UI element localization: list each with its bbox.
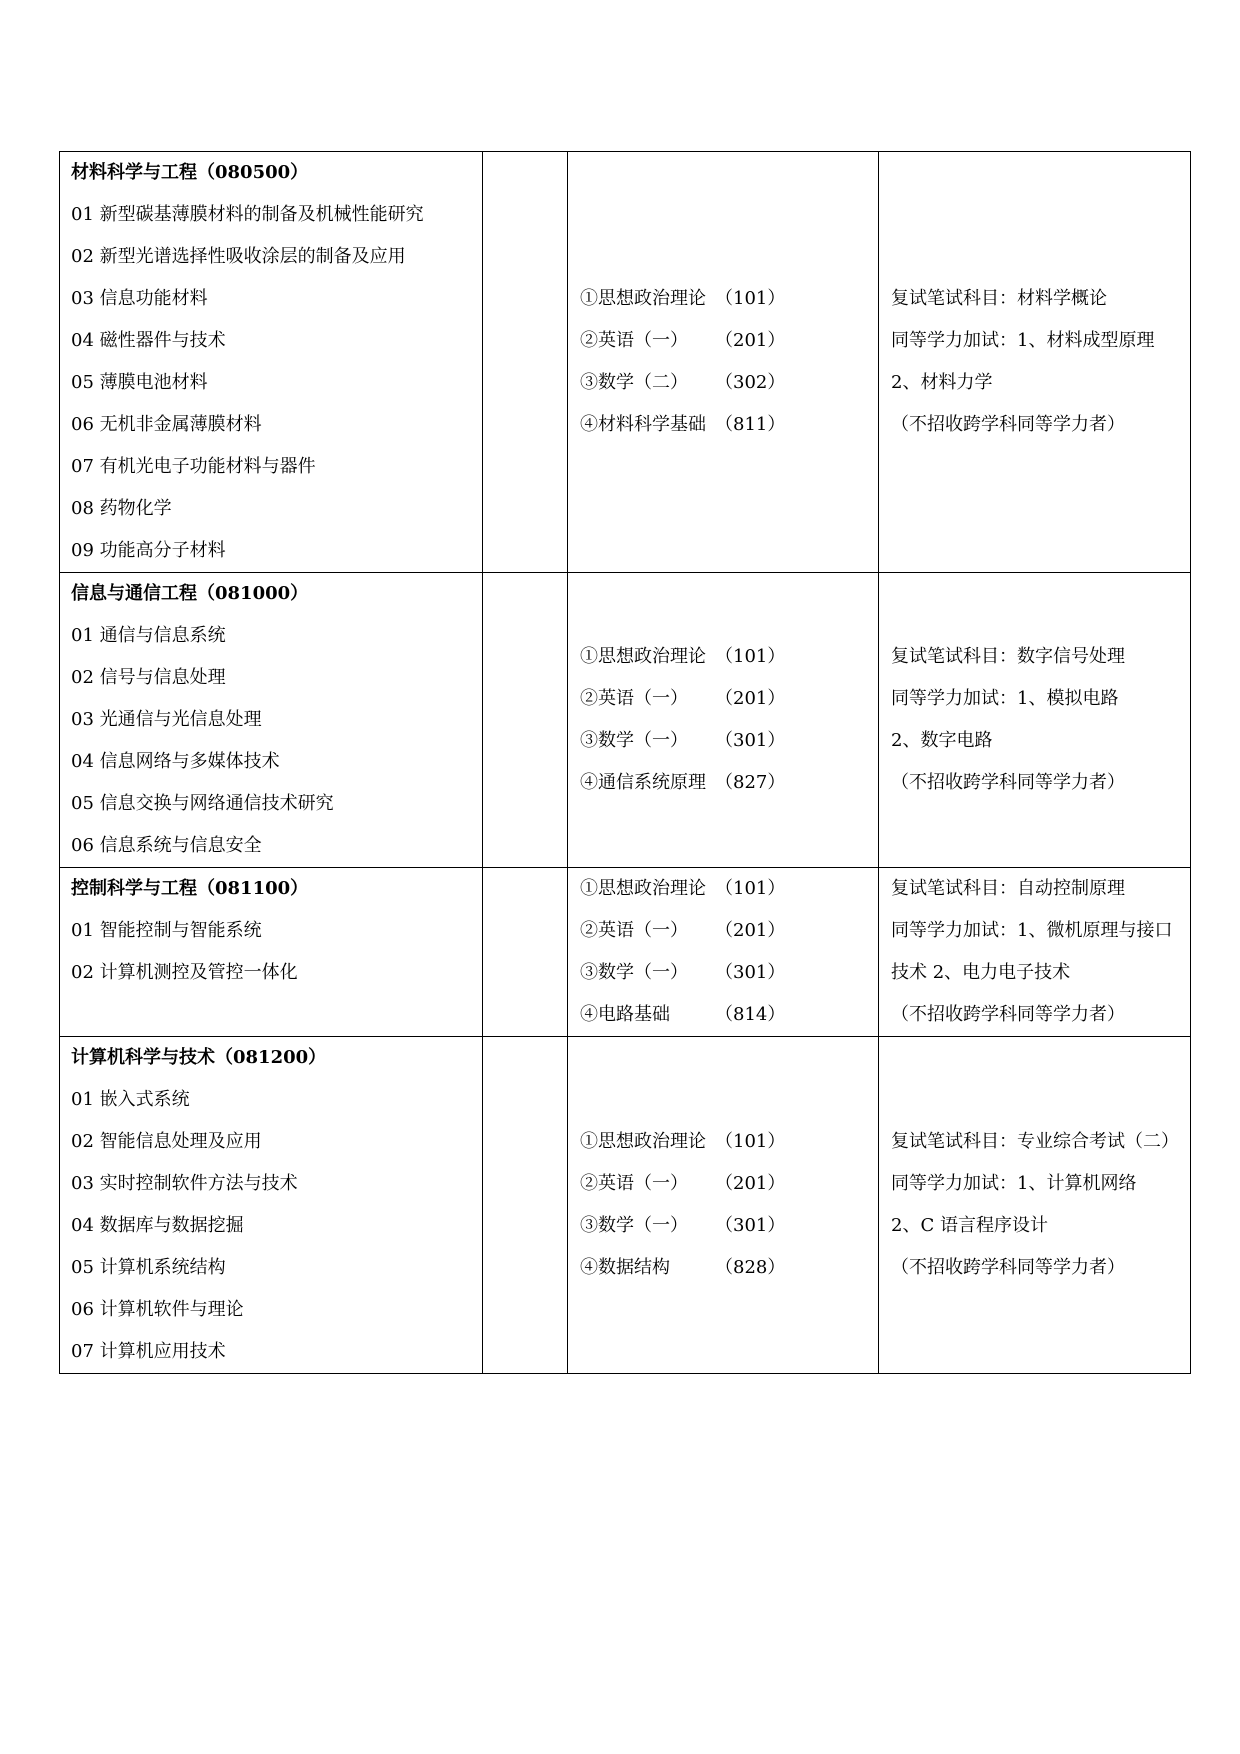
note-line: 复试笔试科目：材料学概论 — [891, 288, 1107, 309]
subject-name: ③数学（一） — [580, 1215, 688, 1236]
exam-subject — [568, 1121, 878, 1163]
exam-subject — [568, 362, 878, 404]
subject-code: （101） — [715, 878, 786, 899]
direction-item: 03 光通信与光信息处理 — [71, 709, 262, 730]
direction-item: 02 信号与信息处理 — [71, 667, 226, 688]
exam-subject — [568, 762, 878, 804]
major-cell — [60, 152, 483, 573]
major-title: 控制科学与工程（081100） — [71, 878, 309, 899]
major-cell — [60, 868, 483, 1037]
subject-code: （201） — [715, 330, 786, 351]
note-line: （不招收跨学科同等学力者） — [891, 414, 1125, 435]
direction-item: 01 新型碳基薄膜材料的制备及机械性能研究 — [71, 204, 424, 225]
table-row — [60, 1037, 1191, 1374]
direction-item: 02 智能信息处理及应用 — [71, 1131, 262, 1152]
note-line: 2、C 语言程序设计 — [891, 1215, 1048, 1236]
major-cell — [60, 573, 483, 868]
exam-subject — [568, 720, 878, 762]
exam-subjects-cell — [568, 1037, 879, 1374]
subject-code: （811） — [715, 414, 786, 435]
major-title: 材料科学与工程（080500） — [71, 162, 309, 183]
direction-item: 01 嵌入式系统 — [71, 1089, 190, 1110]
table-row — [60, 868, 1191, 1037]
exam-subject — [568, 1247, 878, 1289]
direction-item: 03 实时控制软件方法与技术 — [71, 1173, 298, 1194]
direction-item: 02 新型光谱选择性吸收涂层的制备及应用 — [71, 246, 406, 267]
subject-code: （201） — [715, 688, 786, 709]
notes-cell — [879, 152, 1191, 573]
direction-item: 01 智能控制与智能系统 — [71, 920, 262, 941]
exam-subject — [568, 278, 878, 320]
notes-cell — [879, 573, 1191, 868]
exam-subjects-cell — [568, 868, 879, 1037]
programs-table — [59, 151, 1191, 1374]
empty-cell — [483, 1037, 568, 1374]
subject-name: ③数学（一） — [580, 962, 688, 983]
subject-code: （301） — [715, 962, 786, 983]
notes-cell — [879, 1037, 1191, 1374]
exam-subject — [568, 910, 878, 952]
major-cell — [60, 1037, 483, 1374]
subject-name: ④材料科学基础 — [580, 414, 706, 435]
exam-subject — [568, 404, 878, 446]
notes-cell — [879, 868, 1191, 1037]
direction-item: 06 计算机软件与理论 — [71, 1299, 244, 1320]
exam-subject — [568, 1205, 878, 1247]
note-line: （不招收跨学科同等学力者） — [891, 1004, 1125, 1025]
subject-name: ②英语（一） — [580, 688, 688, 709]
note-line: 技术 2、电力电子技术 — [891, 962, 1071, 983]
exam-subject — [568, 1163, 878, 1205]
exam-subject — [568, 868, 878, 910]
note-line: 同等学力加试：1、材料成型原理 — [891, 330, 1155, 351]
direction-item: 03 信息功能材料 — [71, 288, 208, 309]
direction-item: 01 通信与信息系统 — [71, 625, 226, 646]
direction-item: 02 计算机测控及管控一体化 — [71, 962, 298, 983]
subject-name: ②英语（一） — [580, 1173, 688, 1194]
subject-code: （201） — [715, 1173, 786, 1194]
note-line: 2、材料力学 — [891, 372, 993, 393]
note-line: 同等学力加试：1、计算机网络 — [891, 1173, 1137, 1194]
subject-name: ①思想政治理论 — [580, 1131, 706, 1152]
subject-code: （814） — [715, 1004, 786, 1025]
major-title: 信息与通信工程（081000） — [71, 583, 309, 604]
subject-code: （302） — [715, 372, 786, 393]
subject-name: ①思想政治理论 — [580, 646, 706, 667]
subject-name: ①思想政治理论 — [580, 878, 706, 899]
exam-subjects-cell — [568, 152, 879, 573]
empty-cell — [483, 152, 568, 573]
subject-name: ①思想政治理论 — [580, 288, 706, 309]
subject-code: （827） — [715, 772, 786, 793]
direction-item: 05 信息交换与网络通信技术研究 — [71, 793, 334, 814]
note-line: 复试笔试科目：自动控制原理 — [891, 878, 1125, 899]
note-line: 复试笔试科目：数字信号处理 — [891, 646, 1125, 667]
exam-subjects-cell — [568, 573, 879, 868]
subject-name: ③数学（二） — [580, 372, 688, 393]
direction-item: 05 计算机系统结构 — [71, 1257, 226, 1278]
note-line: 同等学力加试：1、微机原理与接口 — [891, 920, 1173, 941]
direction-item: 05 薄膜电池材料 — [71, 372, 208, 393]
direction-item: 09 功能高分子材料 — [71, 540, 226, 561]
subject-name: ④通信系统原理 — [580, 772, 706, 793]
subject-code: （101） — [715, 1131, 786, 1152]
direction-item: 08 药物化学 — [71, 498, 172, 519]
exam-subject — [568, 678, 878, 720]
direction-item: 04 磁性器件与技术 — [71, 330, 226, 351]
subject-code: （101） — [715, 288, 786, 309]
subject-name: ④电路基础 — [580, 1004, 670, 1025]
direction-item: 06 无机非金属薄膜材料 — [71, 414, 262, 435]
exam-subject — [568, 320, 878, 362]
subject-code: （301） — [715, 1215, 786, 1236]
subject-name: ④数据结构 — [580, 1257, 670, 1278]
subject-code: （101） — [715, 646, 786, 667]
direction-item: 07 有机光电子功能材料与器件 — [71, 456, 316, 477]
direction-item: 04 数据库与数据挖掘 — [71, 1215, 244, 1236]
note-line: 复试笔试科目：专业综合考试（二） — [891, 1131, 1179, 1152]
major-title: 计算机科学与技术（081200） — [71, 1047, 327, 1068]
subject-name: ③数学（一） — [580, 730, 688, 751]
note-line: 同等学力加试：1、模拟电路 — [891, 688, 1119, 709]
exam-subject — [568, 952, 878, 994]
empty-cell — [483, 573, 568, 868]
exam-subject — [568, 636, 878, 678]
note-line: （不招收跨学科同等学力者） — [891, 772, 1125, 793]
empty-cell — [483, 868, 568, 1037]
note-line: （不招收跨学科同等学力者） — [891, 1257, 1125, 1278]
note-line: 2、数字电路 — [891, 730, 993, 751]
direction-item: 04 信息网络与多媒体技术 — [71, 751, 280, 772]
subject-code: （301） — [715, 730, 786, 751]
exam-subject — [568, 994, 878, 1036]
subject-name: ②英语（一） — [580, 330, 688, 351]
table-row — [60, 573, 1191, 868]
direction-item: 06 信息系统与信息安全 — [71, 835, 262, 856]
subject-code: （828） — [715, 1257, 786, 1278]
subject-name: ②英语（一） — [580, 920, 688, 941]
table-row — [60, 152, 1191, 573]
subject-code: （201） — [715, 920, 786, 941]
direction-item: 07 计算机应用技术 — [71, 1341, 226, 1362]
